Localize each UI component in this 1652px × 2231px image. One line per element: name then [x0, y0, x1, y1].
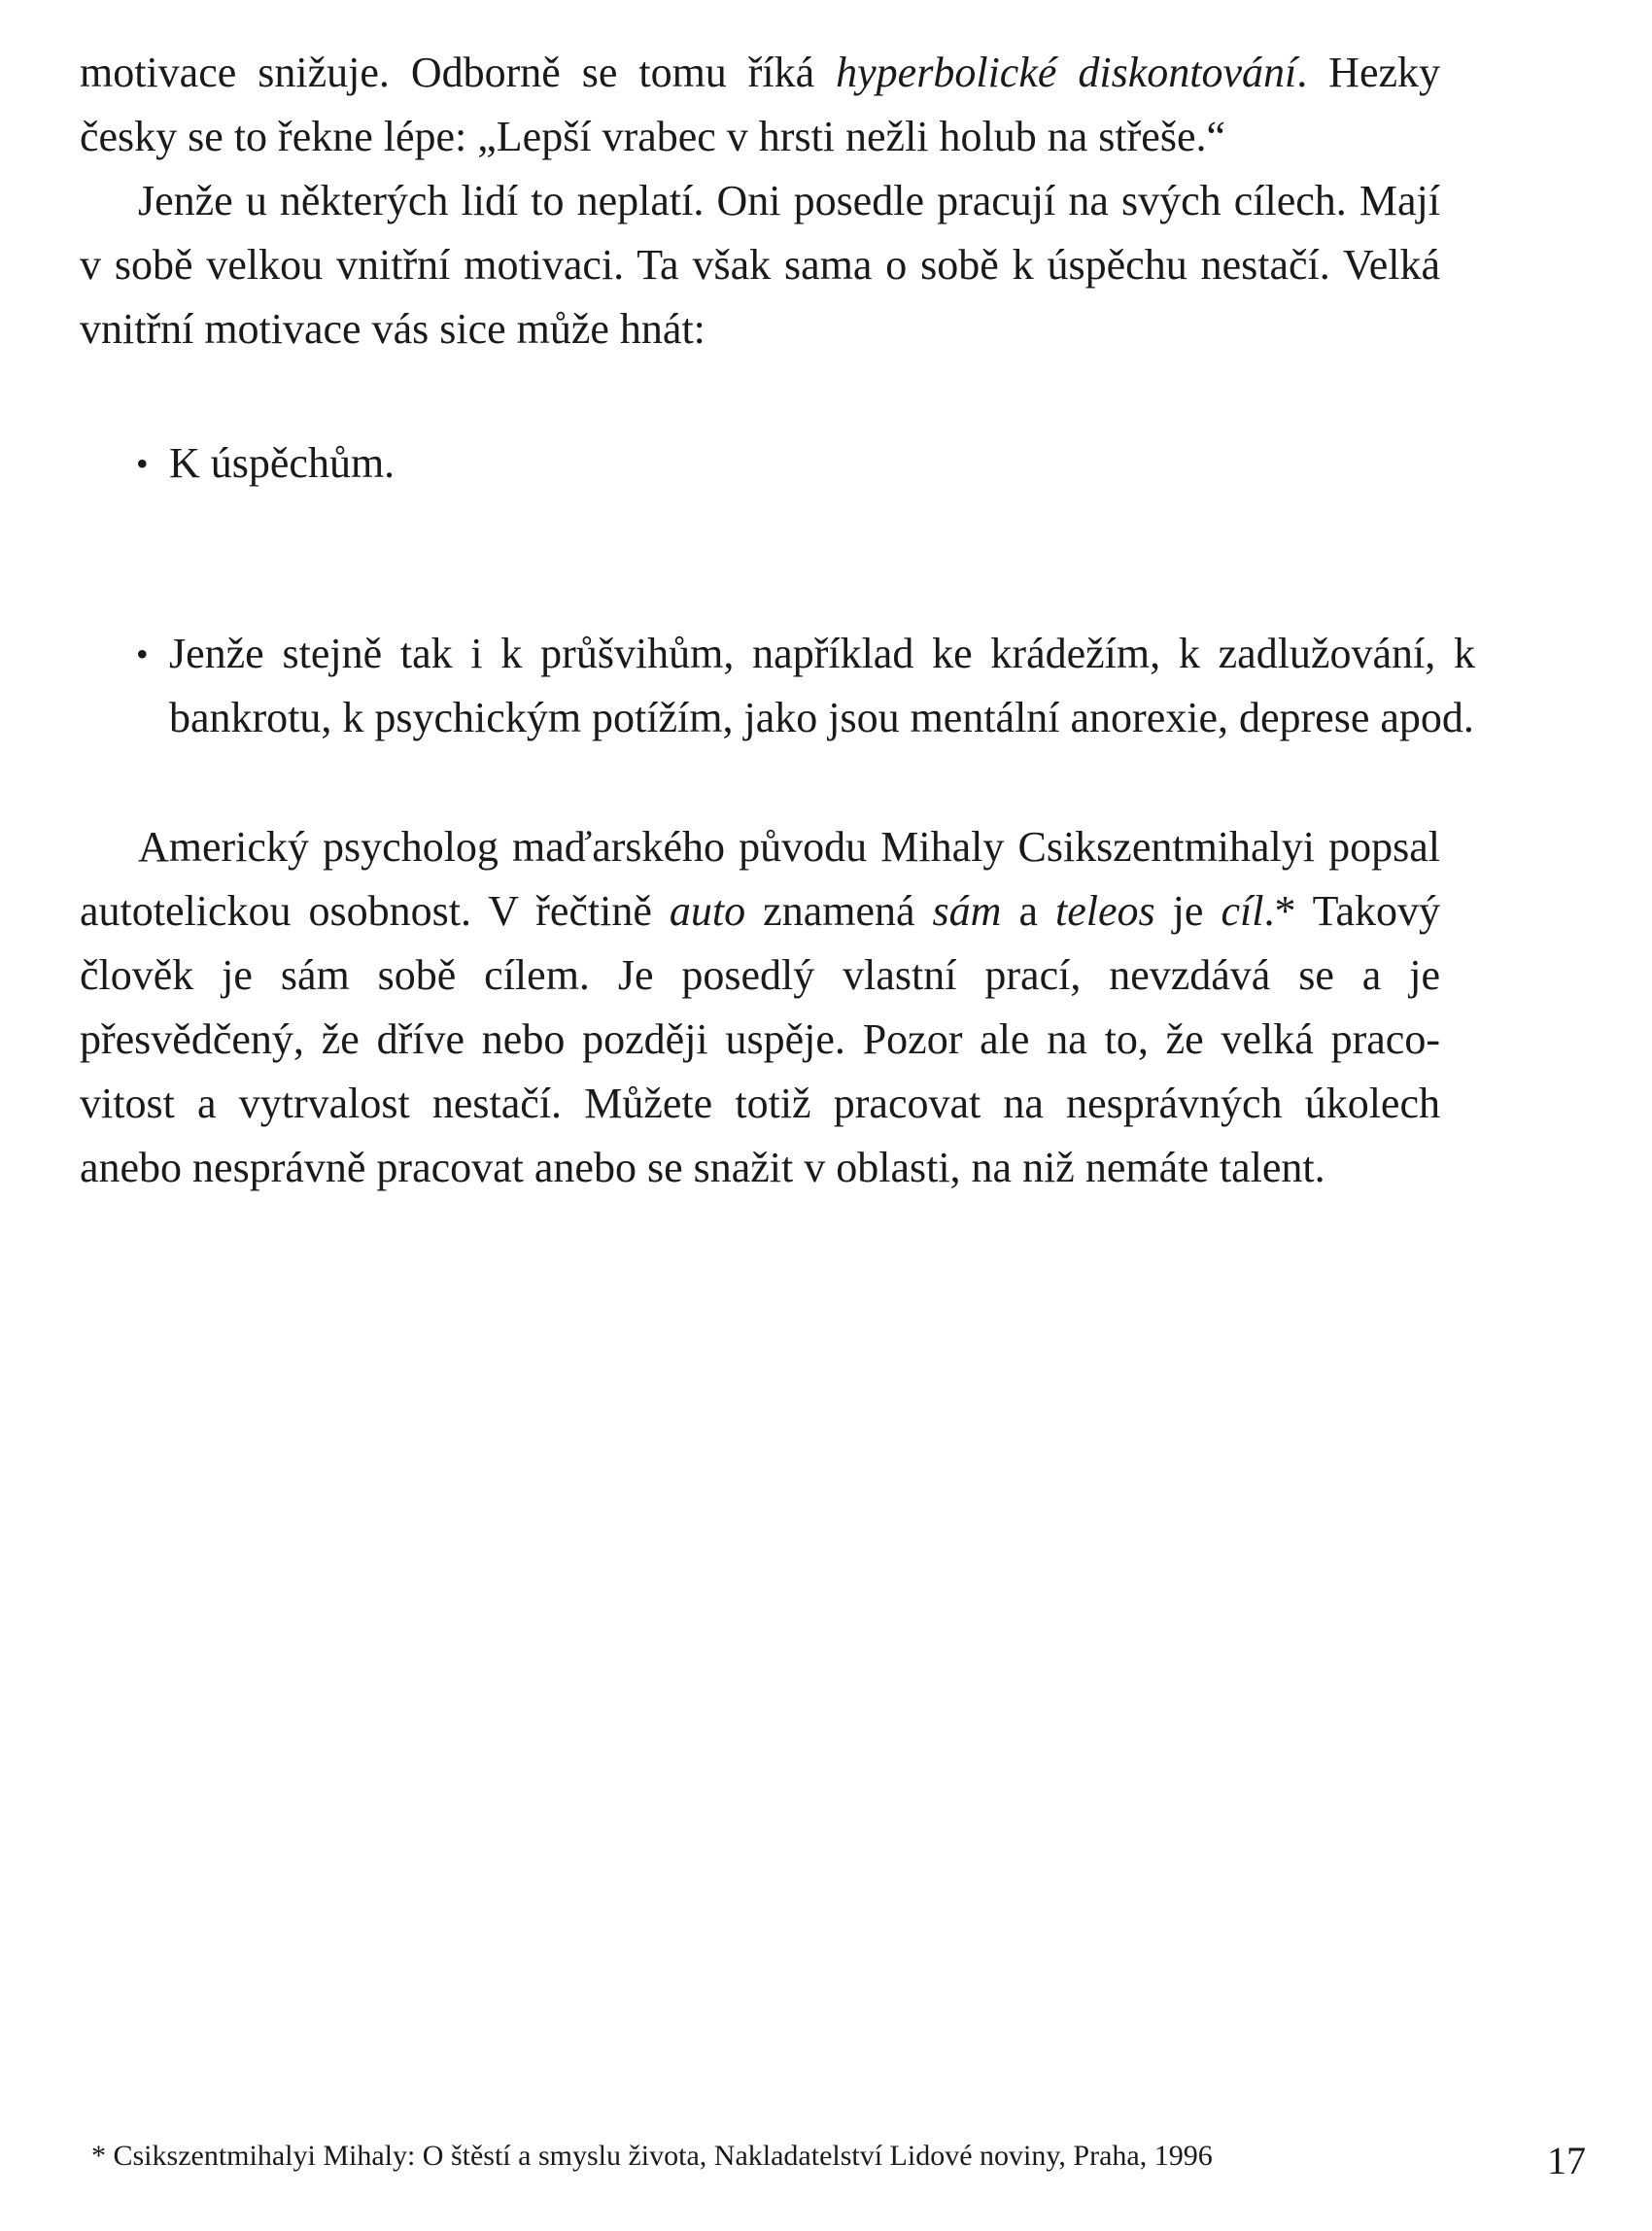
- italic-word-teleos: teleos: [1055, 887, 1155, 935]
- footnote: * Csikszentmihalyi Mihaly: O štěstí a smyslu života, Nakladatelství Lidové noviny, Praha, 1996: [91, 2140, 1213, 2172]
- italic-word-sam: sám: [932, 887, 1002, 935]
- italic-word-cil: cíl: [1221, 887, 1264, 935]
- paragraph-1-italic-term: hyperbolické diskontování: [836, 49, 1297, 96]
- paragraph-3-text-d: je: [1154, 887, 1222, 935]
- paragraph-2: Jenže u některých lidí to neplatí. Oni posedle pracují na svých cílech. Mají v sobě velkou vnitřní motivaci. Ta však sama o sobě k úspěchu nestačí. Velká vnitřní motivace vás sice může hnát:: [80, 177, 1440, 353]
- bullet-icon: •: [136, 635, 149, 673]
- list-item: [136, 431, 1475, 496]
- italic-word-auto: auto: [669, 887, 746, 935]
- list-item: [136, 622, 1475, 750]
- body-text-bottom: [80, 815, 1440, 1200]
- paragraph-1-text-b: . Hezky česky se to řekne lépe: „Lepší vrabec v hrsti nežli holub na střeše.“: [80, 49, 1441, 160]
- page-number: 17: [1547, 2139, 1586, 2182]
- paragraph-3: [80, 815, 1440, 1200]
- bullet-icon: •: [136, 444, 149, 483]
- paragraph-3-text-a: Americký psycholog maďarského původu Mihaly Csikszentmihalyi popsal autotelickou osobnost. V řečtině: [80, 823, 1440, 935]
- list-item-text: Jenže stejně tak i k průšvihům, například ke krádežím, k zadlužování, k bankrotu, k psychickým potížím, jako jsou mentální anorexie, deprese apod.: [169, 630, 1475, 741]
- paragraph-3-text-e: .* Takový člověk je sám sobě cílem. Je posedlý vlastní prací, nevzdává se a je přesvědčený, že dříve nebo později uspěje. Pozor ale na to, že velká praco-vitost a vytrvalost nestačí. Můžete totiž pracovat na nesprávných úkolech anebo nesprávně pracovat anebo se snažit v oblasti, na niž nemáte talent.: [80, 887, 1440, 1191]
- list-item-text: K úspěchům.: [169, 439, 396, 487]
- paragraph-3-text-b: znamená: [745, 887, 933, 935]
- paragraph-1-text-a: motivace snižuje. Odborně se tomu říká: [80, 49, 837, 96]
- paragraph-3-text-c: a: [1001, 887, 1056, 935]
